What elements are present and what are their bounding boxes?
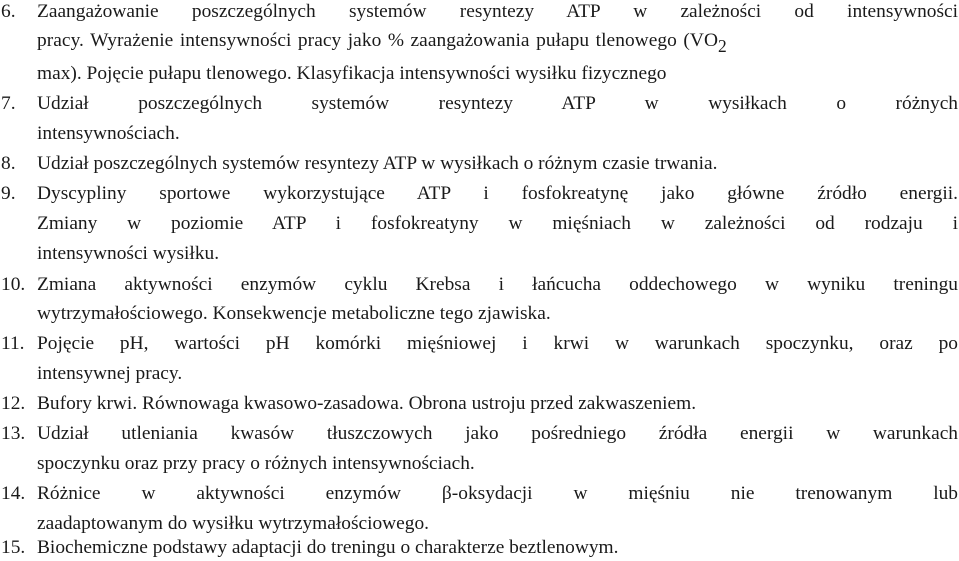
item-text-line: Pojęcie pH, wartości pH komórki mięśniowej i krwi w warunkach spoczynku, oraz po bbox=[37, 333, 958, 354]
item-text-line: zaadaptowanym do wysiłku wytrzymałościowego. bbox=[37, 513, 430, 534]
item-number: 9. bbox=[1, 183, 16, 204]
subscript-2: 2 bbox=[718, 36, 727, 57]
item-text-line: Biochemiczne podstawy adaptacji do treningu o charakterze beztlenowym. bbox=[37, 537, 619, 558]
item-number: 7. bbox=[1, 93, 16, 114]
item-text-line: Udział utleniania kwasów tłuszczowych jako pośredniego źródła energii w warunkach bbox=[37, 423, 958, 444]
item-text-line: Dyscypliny sportowe wykorzystujące ATP i fosfokreatynę jako główne źródło energii. bbox=[37, 183, 958, 204]
item-text-line: Różnice w aktywności enzymów β-oksydacji w mięśniu nie trenowanym lub bbox=[37, 483, 958, 504]
item-number: 15. bbox=[1, 537, 26, 558]
item-text-line: Bufory krwi. Równowaga kwasowo-zasadowa. Obrona ustroju przed zakwaszeniem. bbox=[37, 393, 697, 414]
item-text-line: Udział poszczególnych systemów resyntezy ATP w wysiłkach o różnym czasie trwania. bbox=[37, 153, 718, 174]
item-text-line: intensywności wysiłku. bbox=[37, 243, 220, 264]
item-number: 6. bbox=[1, 1, 16, 22]
item-number: 14. bbox=[1, 483, 26, 504]
item-text-line: Zaangażowanie poszczególnych systemów resyntezy ATP w zależności od intensywności bbox=[37, 1, 958, 22]
item-text-line: Zmiana aktywności enzymów cyklu Krebsa i łańcucha oddechowego w wyniku treningu bbox=[37, 274, 958, 295]
item-text-line bbox=[37, 29, 958, 57]
item-text-line: spoczynku oraz przy pracy o różnych intensywnościach. bbox=[37, 453, 475, 474]
item-text-line: intensywnościach. bbox=[37, 123, 180, 144]
item-number: 11. bbox=[1, 333, 25, 354]
item-number: 8. bbox=[1, 153, 16, 174]
item-text-line: max). Pojęcie pułapu tlenowego. Klasyfikacja intensywności wysiłku fizycznego bbox=[37, 63, 667, 84]
item-text-line: Zmiany w poziomie ATP i fosfokreatyny w mięśniach w zależności od rodzaju i bbox=[37, 213, 958, 234]
item-number: 12. bbox=[1, 393, 26, 414]
item-number: 10. bbox=[1, 274, 26, 295]
item-text-line: Udział poszczególnych systemów resyntezy ATP w wysiłkach o różnych bbox=[37, 93, 958, 114]
item-text-line: wytrzymałościowego. Konsekwencje metaboliczne tego zjawiska. bbox=[37, 303, 551, 324]
item-number: 13. bbox=[1, 423, 26, 444]
item-text-line-content: pracy. Wyrażenie intensywności pracy jako % zaangażowania pułapu tlenowego (VO bbox=[37, 30, 718, 51]
item-text-line: intensywnej pracy. bbox=[37, 363, 183, 384]
